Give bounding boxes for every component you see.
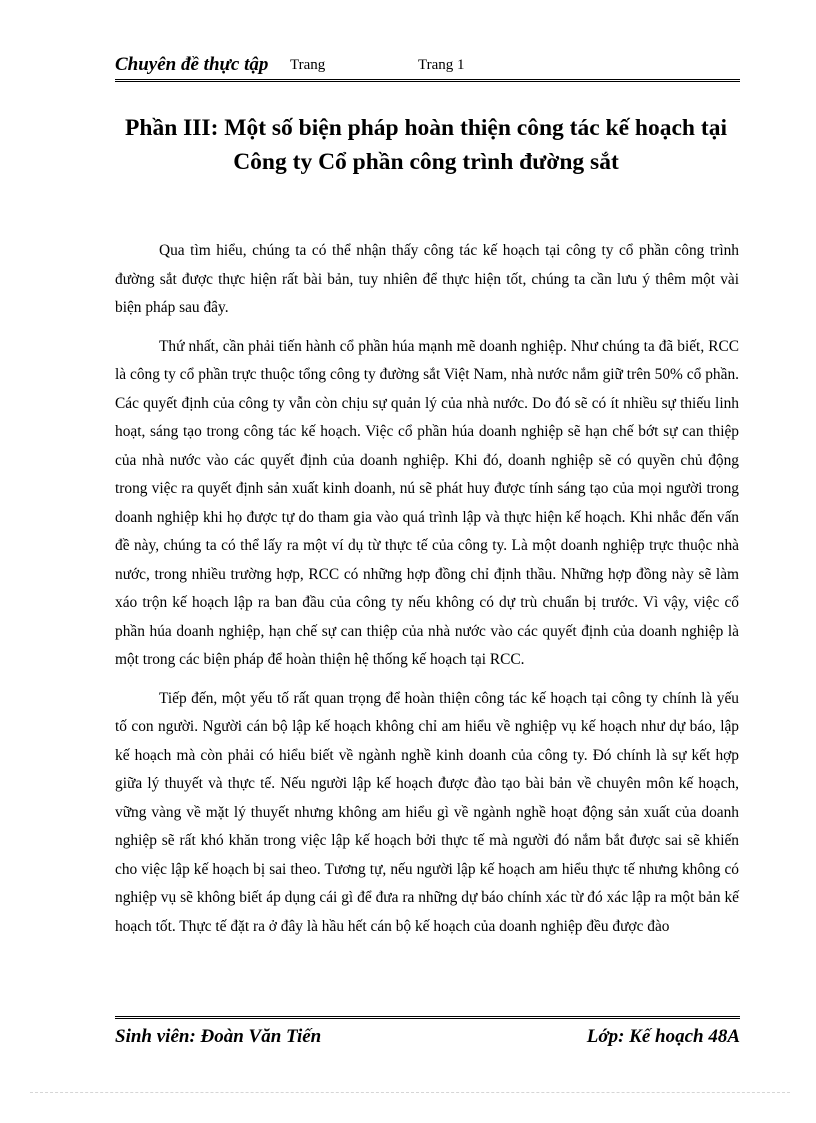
paragraph-second-measure: Tiếp đến, một yếu tố rất quan trọng để hoàn thiện công tác kế hoạch tại công ty chính là yếu tố con người. Người cán bộ lập kế hoạch không chỉ am hiểu về nghiệp vụ kế hoạch như dự báo, lập kế hoạch mà còn phải có hiểu biết về ngành nghề kinh doanh của công ty. Đó chính là sự kết hợp giữa lý thuyết và thực tế. Nếu người lập kế hoạch được đào tạo bài bản về chuyên môn kế hoạch, vững vàng về mặt lý thuyết nhưng không am hiểu gì về ngành nghề hoạt động sản xuất của doanh nghiệp sẽ rất khó khăn trong việc lập kế hoạch bởi thực tế mà người đó nắm bắt được sai sẽ khiến cho việc lập kế hoạch bị sai theo. Tương tự, nếu người lập kế hoạch am hiểu thực tế nhưng không có nghiệp vụ sẽ không biết áp dụng cái gì để đưa ra những dự báo chính xác từ đó xác lập ra một bản kế hoạch tốt. Thực tế đặt ra ở đây là hầu hết cán bộ kế hoạch của doanh nghiệp đều được đào	[115, 689, 739, 935]
paragraph-first-measure: Thứ nhất, cần phải tiến hành cổ phần húa mạnh mẽ doanh nghiệp. Như chúng ta đã biết, RCC là công ty cổ phần trực thuộc tổng công ty đường sắt Việt Nam, nhà nước nắm giữ trên 50% cổ phần. Các quyết định của công ty vẫn còn chịu sự quản lý của nhà nước. Do đó sẽ có ít nhiều sự thiếu linh hoạt, sáng tạo trong công tác kế hoạch. Việc cổ phần húa doanh nghiệp sẽ hạn chế bớt sự can thiệp của nhà nước vào các quyết định của doanh nghiệp. Khi đó, doanh nghiệp sẽ có quyền chủ động trong việc ra quyết định sản xuất kinh doanh, nú sẽ phát huy được tính sáng tạo của mọi người trong doanh nghiệp khi họ được tự do tham gia vào quá trình lập và thực hiện kế hoạch. Khi nhắc đến vấn đề này, chúng ta có thể lấy ra một ví dụ từ thực tế của công ty. Là một doanh nghiệp trực thuộc nhà nước, trong nhiều trường hợp, RCC có những hợp đồng chỉ định thầu. Những hợp đồng này sẽ làm xáo trộn kế hoạch lập ra ban đầu của công ty nếu không có dự trù chuẩn bị trước. Vì vậy, việc cổ phần húa doanh nghiệp, hạn chế sự can thiệp của nhà nước vào các quyết định của doanh nghiệp là một trong các biện pháp để hoàn thiện hệ thống kế hoạch tại RCC.	[115, 337, 739, 668]
header-divider	[115, 79, 740, 82]
section-title-line-1: Phần III: Một số biện pháp hoàn thiện công tác kế hoạch tại	[125, 115, 727, 141]
page-bottom-edge	[30, 1092, 790, 1093]
footer-divider	[115, 1016, 740, 1019]
header-brand: Chuyên đề thực tập	[115, 54, 269, 75]
header-page-number: Trang 1	[418, 57, 465, 73]
section-title	[100, 111, 752, 179]
section-title-line-2: Công ty Cổ phần công trình đường sắt	[233, 149, 619, 175]
body-text	[115, 237, 739, 951]
page-header	[115, 54, 735, 80]
footer-class-name: Lớp: Kế hoạch 48A	[586, 1026, 740, 1047]
header-trang-label: Trang	[290, 57, 326, 73]
paragraph-intro: Qua tìm hiểu, chúng ta có thể nhận thấy công tác kế hoạch tại công ty cổ phần công trình đường sắt được thực hiện rất bài bản, tuy nhiên để thực hiện tốt, chúng ta cần lưu ý thêm một vài biện pháp sau đây.	[115, 242, 739, 316]
footer-student-name: Sinh viên: Đoàn Văn Tiến	[115, 1026, 322, 1047]
